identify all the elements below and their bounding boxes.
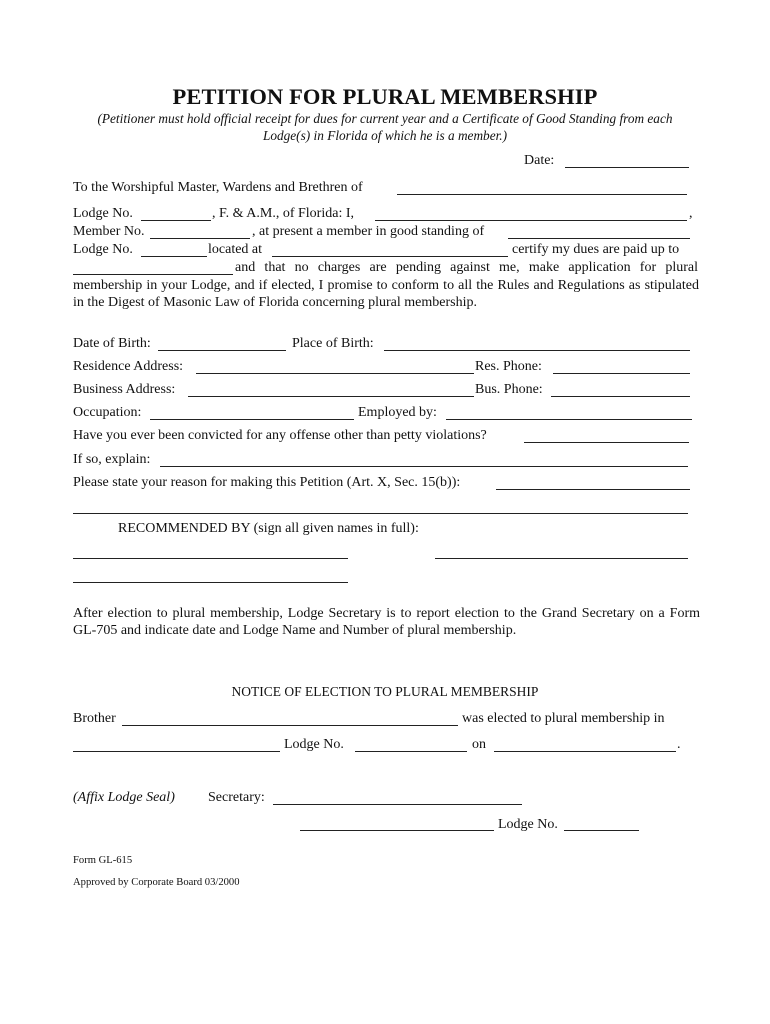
pledge-paragraph: membership in your Lodge, and if elected, I promise to conform to all the Rules and Regulations as stipulated in the Digest of Masonic Law of Florida concerning plural membership.	[73, 278, 699, 311]
pob-field[interactable]	[384, 350, 690, 351]
certify-dues-text: certify my dues are paid up to	[512, 242, 680, 257]
bus-phone-label: Bus. Phone:	[475, 382, 543, 397]
business-field[interactable]	[188, 396, 474, 397]
occupation-label: Occupation:	[73, 405, 142, 420]
recommender-signature-3[interactable]	[73, 582, 348, 583]
res-phone-label: Res. Phone:	[475, 359, 542, 374]
notice-title: NOTICE OF ELECTION TO PLURAL MEMBERSHIP	[231, 684, 539, 699]
lodge-no-label-3: Lodge No.	[284, 737, 344, 752]
employer-field[interactable]	[446, 419, 692, 420]
form-subtitle-line1: (Petitioner must hold official receipt for dues for current year and a Certificate of Good Standing from each	[97, 111, 673, 126]
lodge-no-field[interactable]	[141, 220, 211, 221]
member-no-field[interactable]	[150, 238, 250, 239]
date-field[interactable]	[565, 167, 689, 168]
secretary-label: Secretary:	[208, 790, 265, 805]
secretary-lodge-name-field[interactable]	[300, 830, 494, 831]
convicted-question: Have you ever been convicted for any offense other than petty violations?	[73, 428, 487, 443]
res-phone-field[interactable]	[553, 373, 690, 374]
dues-paid-date-field[interactable]	[73, 274, 233, 275]
date-label: Date:	[524, 153, 555, 168]
lodge-no-field-2[interactable]	[141, 256, 207, 257]
recommender-signature-2[interactable]	[435, 558, 688, 559]
form-number: Form GL-615	[73, 855, 133, 866]
current-lodge-field[interactable]	[508, 238, 690, 239]
charges-text: and that no charges are pending against me, make application for plural	[235, 260, 698, 275]
member-no-label: Member No.	[73, 224, 145, 239]
reason-field[interactable]	[496, 489, 690, 490]
lodge-no-label-2: Lodge No.	[73, 242, 133, 257]
convicted-answer-field[interactable]	[524, 442, 689, 443]
fam-florida-text: , F. & A.M., of Florida: I,	[212, 206, 354, 221]
residence-field[interactable]	[196, 373, 474, 374]
present-member-text: , at present a member in good standing of	[252, 224, 485, 239]
on-label: on	[472, 737, 486, 752]
business-label: Business Address:	[73, 382, 176, 397]
recommender-signature-1[interactable]	[73, 558, 348, 559]
period-text: .	[677, 737, 681, 752]
lodge-no-label: Lodge No.	[73, 206, 133, 221]
bus-phone-field[interactable]	[551, 396, 690, 397]
pob-label: Place of Birth:	[292, 336, 374, 351]
petitioner-name-field[interactable]	[375, 220, 687, 221]
approval-note: Approved by Corporate Board 03/2000	[73, 877, 240, 888]
explain-field[interactable]	[160, 466, 688, 467]
explain-label: If so, explain:	[73, 452, 151, 467]
brother-name-field[interactable]	[122, 725, 458, 726]
recommended-by-label: RECOMMENDED BY (sign all given names in full):	[118, 521, 419, 536]
reason-label: Please state your reason for making this Petition (Art. X, Sec. 15(b)):	[73, 475, 461, 490]
election-date-field[interactable]	[494, 751, 676, 752]
affix-seal-label: (Affix Lodge Seal)	[73, 790, 175, 805]
after-election-paragraph: After election to plural membership, Lodge Secretary is to report election to the Grand Secretary on a Form GL-705 and indicate date and Lodge Name and Number of plural membership.	[73, 606, 700, 639]
comma-text: ,	[689, 206, 693, 221]
secretary-lodge-no-field[interactable]	[564, 830, 639, 831]
employed-label: Employed by:	[358, 405, 437, 420]
location-field[interactable]	[272, 256, 508, 257]
lodge-name-field[interactable]	[397, 194, 687, 195]
brother-label: Brother	[73, 711, 116, 726]
secretary-signature-field[interactable]	[273, 804, 522, 805]
residence-label: Residence Address:	[73, 359, 184, 374]
dob-field[interactable]	[158, 350, 286, 351]
form-subtitle-line2: Lodge(s) in Florida of which he is a member.)	[262, 128, 508, 143]
reason-field-continued[interactable]	[73, 513, 688, 514]
lodge-no-label-4: Lodge No.	[498, 817, 558, 832]
occupation-field[interactable]	[150, 419, 354, 420]
form-title: PETITION FOR PLURAL MEMBERSHIP	[172, 84, 598, 109]
salutation-text: To the Worshipful Master, Wardens and Brethren of	[73, 180, 363, 195]
located-at-label: located at	[208, 242, 263, 257]
dob-label: Date of Birth:	[73, 336, 151, 351]
elected-lodge-name-field[interactable]	[73, 751, 280, 752]
was-elected-text: was elected to plural membership in	[462, 711, 665, 726]
elected-lodge-no-field[interactable]	[355, 751, 467, 752]
